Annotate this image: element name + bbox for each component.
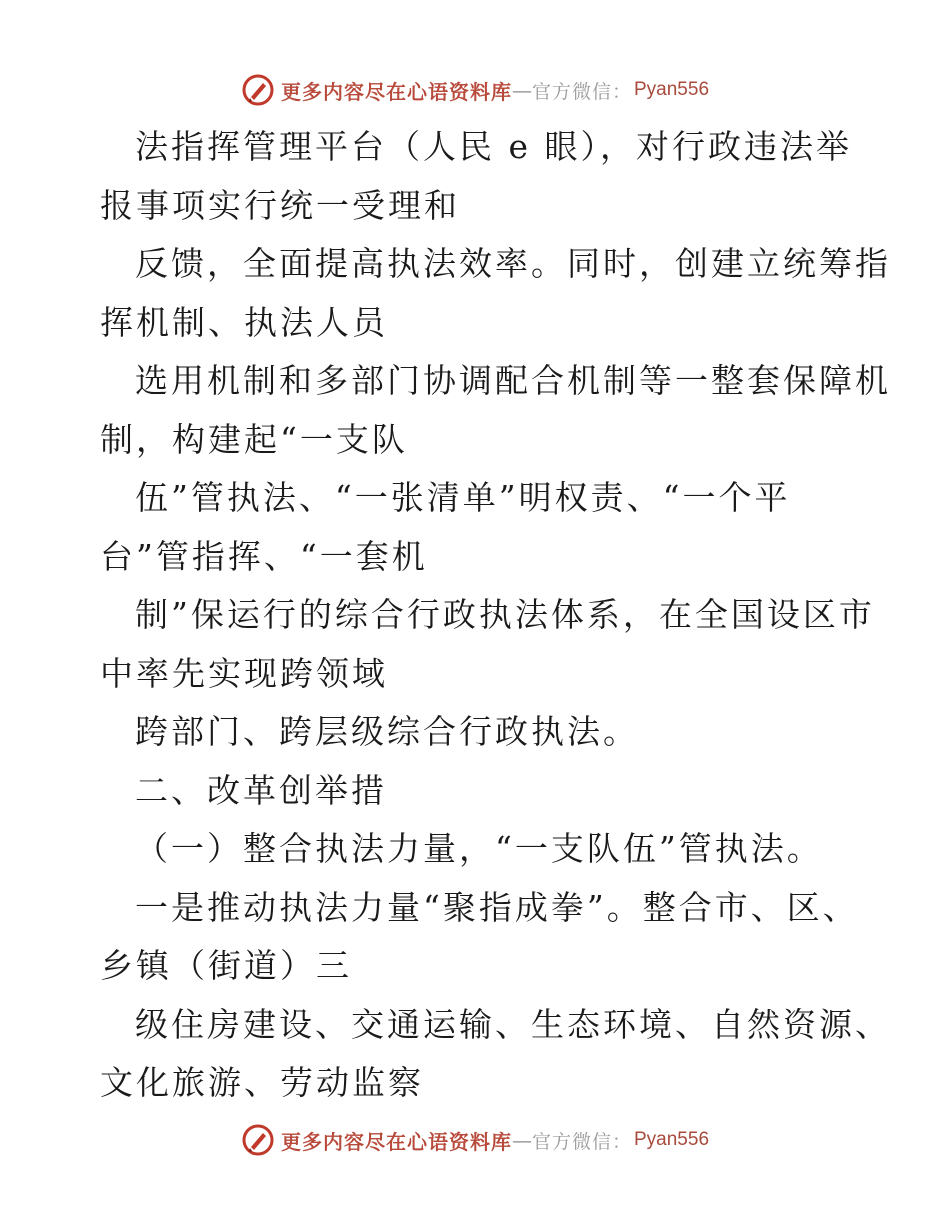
paragraph-line: 制，构建起“一支队 [100, 419, 408, 459]
pen-logo-icon [241, 1123, 275, 1157]
paragraph [100, 469, 860, 586]
paragraph-line: 级住房建设、交通运输、生态环境、自然资源、 [135, 1004, 891, 1044]
footer-wechat-label: 官方微信： [531, 1130, 632, 1153]
header-account: Pyan556 [634, 79, 710, 100]
footer-dash: — [511, 1128, 532, 1152]
header-wechat-label: 官方微信： [531, 80, 632, 103]
paragraph-line: 中率先实现跨领域 [100, 653, 388, 693]
paragraph [100, 586, 875, 703]
paragraph [100, 703, 860, 762]
paragraph-line: 乡镇（街道）三 [100, 946, 352, 985]
header-dash: — [511, 78, 532, 102]
section-heading-text: 二、改革创举措 [135, 770, 387, 810]
footer-banner [0, 1120, 950, 1160]
paragraph [100, 235, 891, 352]
paragraph-line: 伍”管执法、“一张清单”明权责、“一个平 [135, 478, 791, 517]
paragraph-line: 制”保运行的综合行政执法体系，在全国设区市 [135, 595, 875, 634]
header-banner [0, 70, 950, 110]
paragraph-line: 台”管指挥、“一套机 [100, 536, 428, 576]
paragraph-line: 一是推动执法力量“聚指成拳”。整合市、区、 [135, 887, 859, 927]
paragraph-line: 报事项实行统一受理和 [100, 185, 460, 225]
pen-logo-icon [241, 73, 275, 107]
subsection-heading-text: （一）整合执法力量，“一支队伍”管执法。 [135, 829, 823, 868]
paragraph-line: 跨部门、跨层级综合行政执法。 [135, 712, 639, 751]
paragraph-line: 法指挥管理平台（人民 e 眼），对行政违法举 [135, 127, 853, 166]
paragraph-line: 反馈，全面提高执法效率。同时，创建立统筹指 [135, 244, 891, 283]
subsection-heading [100, 820, 860, 879]
header-brand-text: 更多内容尽在心语资料库 [280, 79, 512, 104]
document-body [100, 118, 891, 1113]
section-heading [100, 762, 860, 821]
footer-account: Pyan556 [634, 1129, 710, 1150]
footer-brand-text: 更多内容尽在心语资料库 [280, 1129, 512, 1154]
paragraph-line: 选用机制和多部门协调配合机制等一整套保障机 [135, 361, 891, 400]
paragraph [100, 879, 860, 996]
paragraph-line: 文化旅游、劳动监察 [100, 1063, 424, 1102]
paragraph [100, 996, 891, 1113]
paragraph [100, 118, 860, 235]
paragraph-line: 挥机制、执法人员 [100, 302, 388, 342]
paragraph [100, 352, 891, 469]
